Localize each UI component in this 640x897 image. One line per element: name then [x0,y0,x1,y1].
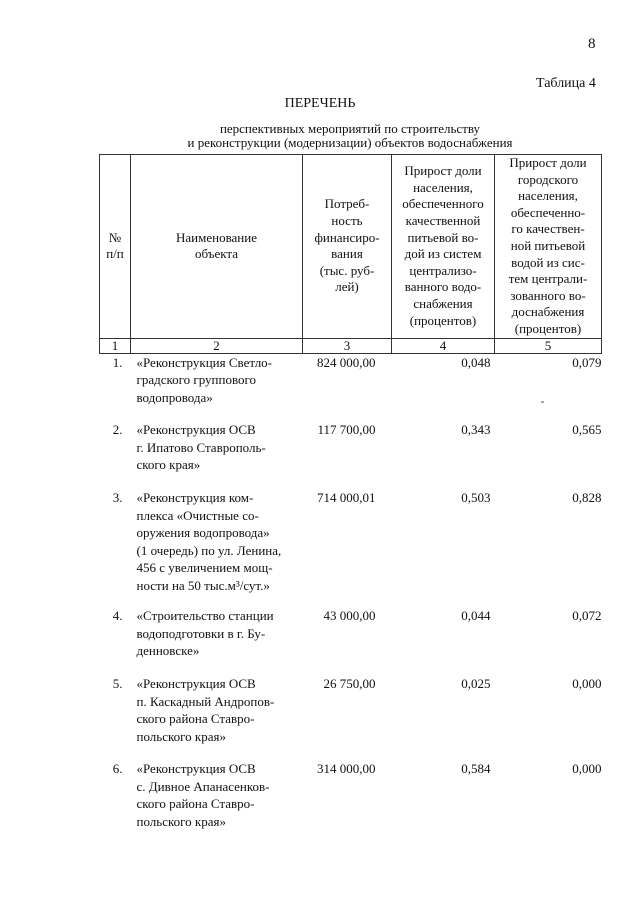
table-header-row [100,155,602,339]
header-population-share: Прирост доли населения, обеспеченного качественной питьевой во- дой из систем централизо- ванного водо- снабжения (процентов) [392,155,495,339]
population-share-value: 0,343 [461,422,491,438]
financing-value: 43 000,00 [323,608,376,624]
population-share-value: 0,044 [461,608,491,624]
row-number: 4. [112,608,123,624]
population-share-value: 0,025 [461,676,491,692]
object-name: «Реконструкция ком- плекса «Очистные со- оружения водопровода» (1 очередь) по ул. Ленина, 456 с увеличением мощ- ности на 50 тыс.м³/сут.» [136,490,282,593]
urban-share-value: 0,079 [572,354,602,370]
table-row [100,675,602,760]
object-name: «Реконструкция ОСВ п. Каскадный Андропов- ского района Ставро- польского края» [136,676,275,744]
row-number: 3. [112,490,123,506]
header-urban-population-share: Прирост доли городского населения, обеспеченно- го качествен- ной питьевой водой из сис- тем централи- зованного во- доснабжения (процентов) [495,155,602,339]
scan-speck [541,401,544,403]
object-name: «Реконструкция Светло- градского группового водопровода» [136,354,273,405]
page-number: 8 [588,36,596,52]
column-number-row [100,338,602,353]
financing-value: 314 000,00 [317,761,376,777]
financing-value: 824 000,00 [317,354,376,370]
object-name: «Реконструкция ОСВ с. Дивное Апанасенков- ского района Ставро- польского края» [136,761,270,829]
subtitle-line: и реконструкции (модернизации) объектов водоснабжения [187,135,513,150]
object-name: «Реконструкция ОСВ г. Ипатово Ставрополь- ского края» [136,422,266,473]
urban-share-value: 0,072 [572,608,602,624]
table-row [100,607,602,675]
object-name: «Строительство станции водоподготовки в г. Бу- денновске» [136,608,274,659]
table-row [100,760,602,840]
row-number: 6. [112,761,123,777]
document-subtitle [120,122,580,150]
column-number: 2 [131,338,303,353]
row-number: 2. [112,422,123,438]
column-number: 3 [303,338,392,353]
financing-value: 714 000,01 [317,490,376,506]
financing-value: 117 700,00 [317,422,376,438]
subtitle-line: перспективных мероприятий по строительству [219,121,481,136]
column-number: 1 [100,338,131,353]
objects-table [99,154,602,840]
table-label: Таблица 4 [536,76,596,91]
table-row [100,353,602,421]
population-share-value: 0,048 [461,354,491,370]
row-number: 5. [112,676,123,692]
table-row [100,489,602,607]
column-number: 5 [495,338,602,353]
header-number: № п/п [100,155,131,339]
population-share-value: 0,503 [461,490,491,506]
row-number: 1. [112,354,123,370]
urban-share-value: 0,000 [572,676,602,692]
table-row [100,421,602,489]
document-title: ПЕРЕЧЕНЬ [284,96,356,111]
header-financing: Потреб- ность финансиро- вания (тыс. руб- лей) [303,155,392,339]
urban-share-value: 0,828 [572,490,602,506]
population-share-value: 0,584 [461,761,491,777]
urban-share-value: 0,565 [572,422,602,438]
column-number: 4 [392,338,495,353]
financing-value: 26 750,00 [323,676,376,692]
header-object-name: Наименование объекта [131,155,303,339]
urban-share-value: 0,000 [572,761,602,777]
